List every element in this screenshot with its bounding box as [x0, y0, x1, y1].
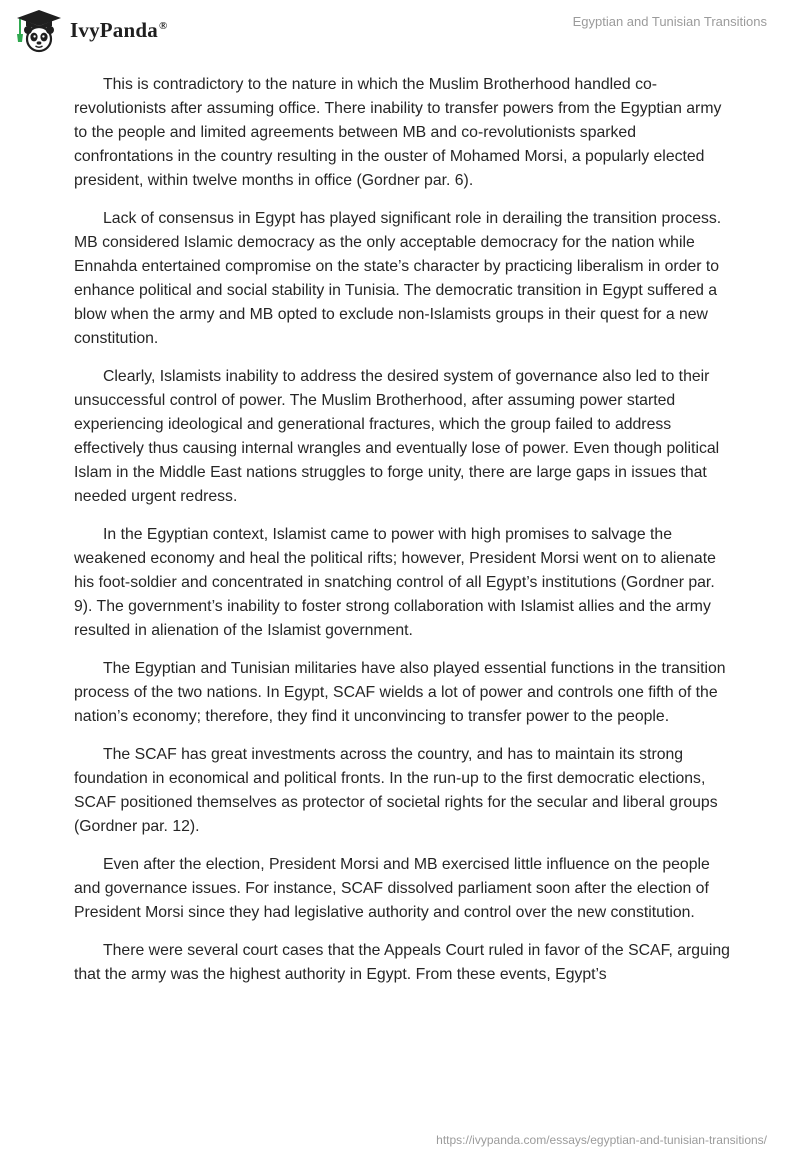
document-title: Egyptian and Tunisian Transitions	[572, 14, 767, 29]
ivypanda-logo[interactable]	[14, 8, 167, 54]
essay-paragraph: There were several court cases that the Appeals Court ruled in favor of the SCAF, arguing that the army was the highest authority in Egypt. From these events, Egypt’s	[74, 942, 730, 983]
essay-paragraph: The Egyptian and Tunisian militaries have also played essential functions in the transition process of the two nations. In Egypt, SCAF wields a lot of power and controls one fifth of the nation’s economy; therefore, they find it unconvincing to transfer power to the people.	[74, 660, 726, 725]
essay-paragraph: Even after the election, President Morsi and MB exercised little influence on the people and governance issues. For instance, SCAF dissolved parliament soon after the election of President Morsi since they had legislative authority and control over the new constitution.	[74, 856, 710, 921]
essay-paragraph: The SCAF has great investments across the country, and has to maintain its strong foundation in economical and political fronts. In the run-up to the first democratic elections, SCAF positioned themselves as protector of societal rights for the secular and liberal groups (Gordner par. 12).	[74, 746, 718, 835]
essay-body	[74, 73, 734, 1001]
brand-name: IvyPanda®	[70, 17, 168, 42]
essay-paragraph: Lack of consensus in Egypt has played significant role in derailing the transition process. MB considered Islamic democracy as the only acceptable democracy for the nation while Ennahda entertained compromise on the state’s character by practicing liberalism in order to enhance political and social stability in Tunisia. The democratic transition in Egypt suffered a blow when the army and MB opted to exclude non-Islamists groups in their quest for a new constitution.	[74, 210, 722, 347]
essay-paragraph: Clearly, Islamists inability to address the desired system of governance also led to their unsuccessful control of power. The Muslim Brotherhood, after assuming power started experiencing ideological and generational fractures, which the group failed to address effectively thus causing internal wrangles and eventually lose of power. Even though political Islam in the Middle East nations struggles to forge unity, there are large gaps in issues that needed urgent redress.	[74, 368, 720, 505]
panda-graduation-cap-icon	[14, 8, 64, 54]
page-header	[0, 0, 800, 64]
source-url[interactable]: https://ivypanda.com/essays/egyptian-and-tunisian-transitions/	[436, 1133, 767, 1147]
essay-paragraph: This is contradictory to the nature in which the Muslim Brotherhood handled co-revolutionists after assuming office. There inability to transfer powers from the Egyptian army to the people and limited agreements between MB and co-revolutionists sparked confrontations in the country resulting in the ouster of Mohamed Morsi, a popularly elected president, within twelve months in office (Gordner par. 6).	[74, 76, 722, 189]
essay-paragraph: In the Egyptian context, Islamist came to power with high promises to salvage the weakened economy and heal the political rifts; however, President Morsi went on to alienate his foot-soldier and concentrated in snatching control of all Egypt’s institutions (Gordner par. 9). The government’s inability to foster strong collaboration with Islamist allies and the army resulted in alienation of the Islamist government.	[74, 526, 716, 639]
